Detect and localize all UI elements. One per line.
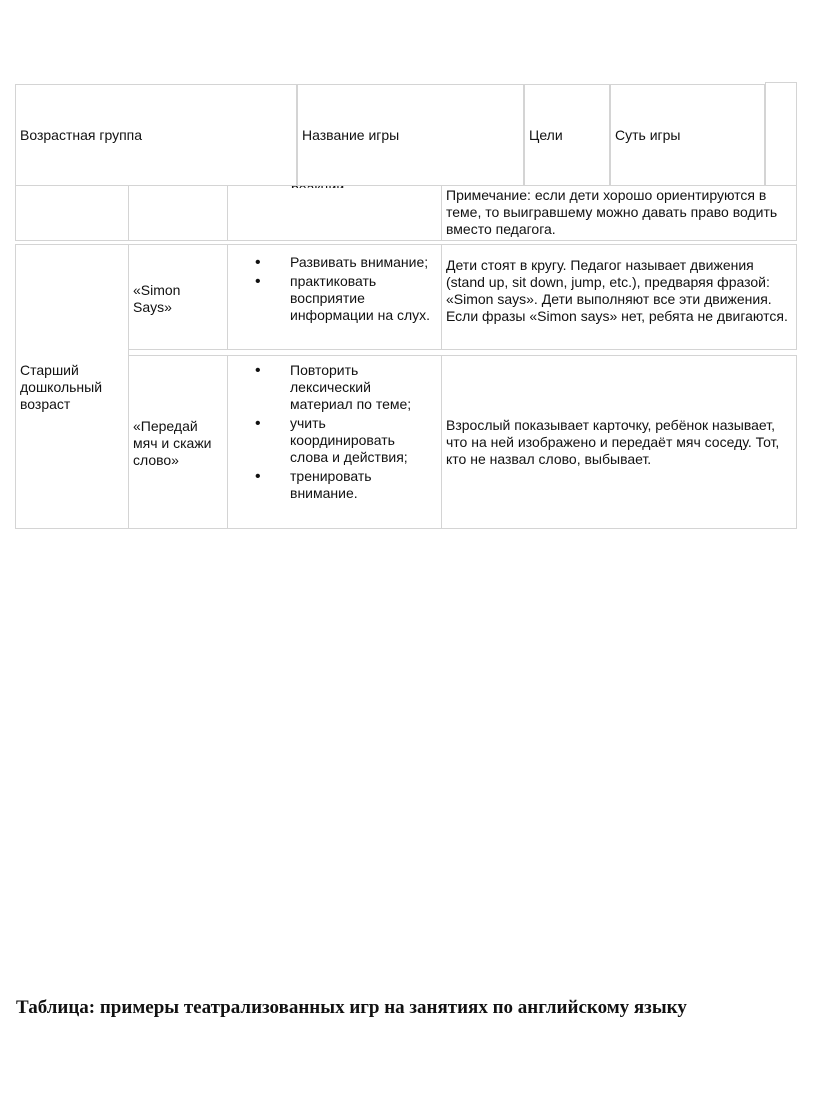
age-group-cell [15, 244, 129, 529]
header-age-group: Возрастная группа [15, 84, 297, 186]
goals-cell [227, 355, 442, 529]
game-name-cell [128, 355, 228, 529]
goals-cell [227, 244, 442, 350]
essence-cell [441, 355, 797, 529]
game-name-text: «Передай мяч и скажи слово» [133, 418, 212, 468]
header-spare [765, 82, 797, 186]
goal-item: • тренировать внимание. [228, 468, 441, 502]
table-caption: Таблица: примеры театрализованных игр на занятиях по английскому языку [16, 997, 687, 1018]
essence-cell [441, 244, 797, 350]
header-essence: Суть игры [610, 84, 765, 186]
essence-text: Дети стоят в кругу. Педагог называет движения (stand up, sit down, jump, etc.), предваряя фразой: «Simon says». Дети выполняют все эти движения. Если фразы «Simon says» нет, ребята не двигаются. [446, 257, 788, 324]
essence-note: Примечание: если дети хорошо ориентируются в теме, то выигравшему можно давать право водить вместо педагога. [446, 187, 778, 237]
header-goals: Цели [524, 84, 610, 186]
header-game-name: Название игры [297, 84, 524, 186]
goal-item: • Повторить лексический материал по теме; [228, 362, 441, 413]
game-name-text: «Simon Says» [133, 282, 181, 315]
goal-item: • Развивать внимание; [228, 254, 441, 271]
goal-item: • учить координировать слова и действия; [228, 415, 441, 466]
age-group-text: Старший дошкольный возраст [20, 362, 103, 412]
goal-item: • практиковать восприятие информации на слух. [228, 273, 441, 324]
game-name-cell [128, 244, 228, 350]
essence-text: Взрослый показывает карточку, ребёнок называет, что на ней изображено и передаёт мяч соседу. Тот, кто не назвал слово, выбывает. [446, 417, 780, 467]
